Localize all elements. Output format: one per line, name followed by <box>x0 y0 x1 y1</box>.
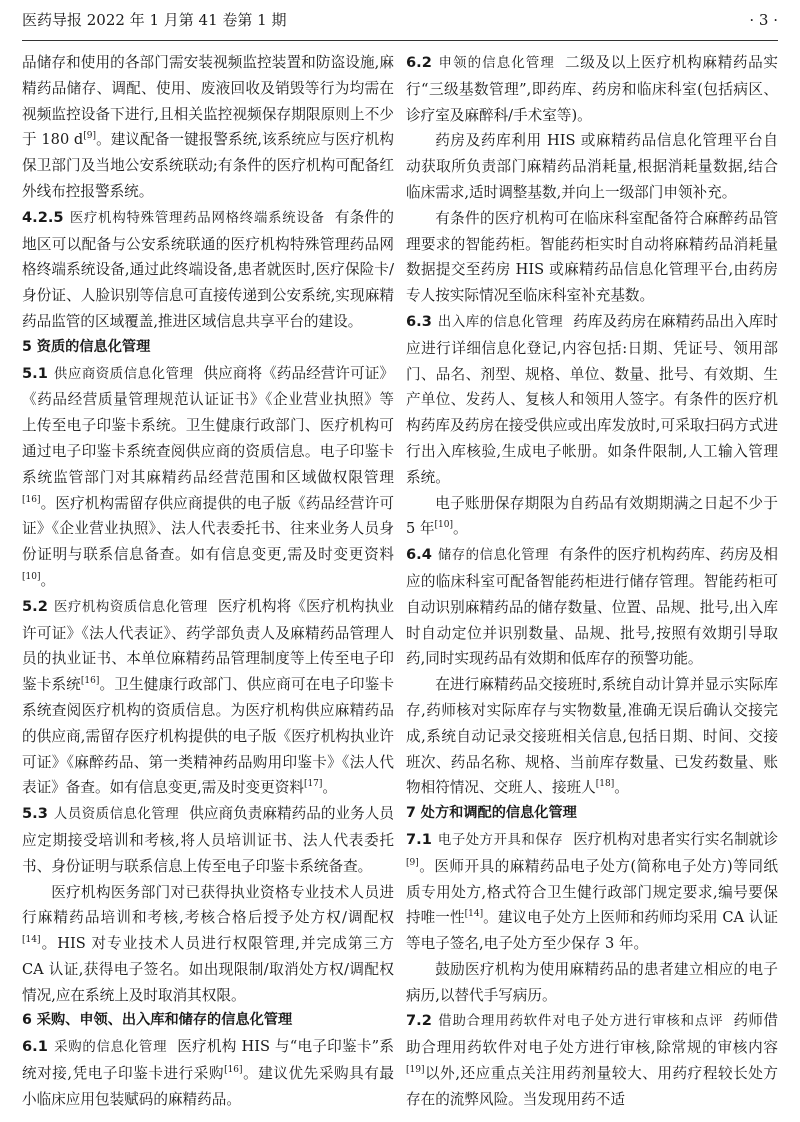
citation-ref: [17] <box>303 779 323 790</box>
paragraph-text: 。HIS 对专业技术人员进行权限管理,并完成第三方 CA 认证,获得电子签名。如出现限制/取消处方权/调配权情况,应在系统上及时取消其权限。 <box>22 935 394 1004</box>
section-heading: 5 资质的信息化管理 <box>22 338 151 355</box>
page-number: · 3 · <box>749 11 778 29</box>
citation-ref: [16] <box>22 494 41 505</box>
subsection-paragraph <box>22 1034 394 1112</box>
paragraph-text: 药库及药房在麻精药品出入库时应进行详细信息化登记,内容包括:日期、凭证号、领用部门、品名、剂型、规格、单位、数量、批号、有效期、生产单位、发药人、复核人和领用人签字。有条件的医疗机构药库及药房在接受供应或出库发放时,可采取扫码方式进行出入库核验,生成电子帐册。如条件限制,人工输入管理系统。 <box>406 312 778 486</box>
paragraph-text: 品储存和使用的各部门需安装视频监控装置和防盗设施,麻精药品储存、调配、使用、废液回收及销毁等行为均需在视频监控设备下进行,且相关监控视频保存期限原则上不少于 180 d <box>22 54 394 149</box>
paragraph-text: 供应商负责麻精药品的业务人员应定期接受培训和考核,将人员培训证书、法人代表委托书、身份证明与联系信息上传至电子印鉴卡系统备查。 <box>22 805 394 875</box>
subsection-number: 4.2.5 <box>22 208 64 226</box>
subsection-title: 申领的信息化管理 <box>437 56 555 71</box>
paragraph-text: 药房及药库利用 HIS 或麻精药品信息化管理平台自动获取所负责部门麻精药品消耗量,根据消耗量数据,结合临床需求,适时调整基数,并向上一级部门申领补充。 <box>406 132 778 201</box>
paragraph-text: 二级及以上医疗机构麻精药品实行“三级基数管理”,即药库、药房和临床科室(包括病区、诊疗室及麻醉科/手术室等)。 <box>406 54 778 124</box>
body-paragraph <box>406 128 778 205</box>
subsection-title: 供应商资质信息化管理 <box>53 366 194 382</box>
paragraph-text: 。建议电子处方上医师和药师均采用 CA 认证等电子签名,电子处方至少保存 3 年。 <box>406 909 778 953</box>
citation-ref: [10] <box>22 572 41 583</box>
body-paragraph <box>406 957 778 1009</box>
paragraph-text: 医疗机构医务部门对已获得执业资格专业技术人员进行麻精药品培训和考核,考核合格后授予处方权/调配权 <box>22 883 394 927</box>
body-paragraph <box>22 880 394 1009</box>
paragraph-text: 在进行麻精药品交接班时,系统自动计算并显示实际库存,药师核对实际库存与实物数量,准确无误后确认交接完成,系统自动记录交接班相关信息,包括日期、时间、交接班次、药品名称、规格、当前库存数量、已发药数量、账物相符情况、交班人、接班人 <box>406 676 778 797</box>
body-paragraph <box>406 672 778 801</box>
section-heading: 7 处方和调配的信息化管理 <box>406 805 577 822</box>
subsection-paragraph <box>22 205 394 335</box>
subsection-paragraph <box>22 361 394 594</box>
paragraph-text: 有条件的地区可以配备与公安系统联通的医疗机构特殊管理药品网格终端系统设备,通过此终端设备,患者就医时,医疗保险卡/身份证、人脸识别等信息可直接传递到公安系统,实现麻精药品监管的区域覆盖,推进区域信息共享平台的建设。 <box>22 208 394 330</box>
subsection-paragraph <box>406 309 778 491</box>
paragraph-text: 有条件的医疗机构药库、药房及相应的临床科室可配备智能药柜进行储存管理。智能药柜可自动识别麻精药品的储存数量、位置、品规、批号,出入库时自动定位并识别数量、品规、批号,按照有效期引导取药,同时实现药品有效期和低库存的预警功能。 <box>406 546 778 668</box>
subsection-number: 7.2 <box>406 1012 432 1030</box>
paragraph-text: 。 <box>40 571 56 589</box>
subsection-number: 7.1 <box>406 830 432 848</box>
subsection-number: 6.2 <box>406 54 432 71</box>
paragraph-text: 。建议配备一键报警系统,该系统应与医疗机构保卫部门及当地公安系统联动;有条件的医疗机构可配备红外线布控报警系统。 <box>22 131 394 200</box>
paragraph-text: 。医疗机构需留存供应商提供的电子版《药品经营许可证》《企业营业执照》、法人代表委托书、往来业务人员身份证明与联系信息备查。如有信息变更,需及时变更资料 <box>22 494 394 564</box>
journal-issue: 医药导报 2022 年 1 月第 41 卷第 1 期 <box>22 11 287 29</box>
citation-ref: [9] <box>406 857 419 868</box>
paragraph-text: 药师借助合理用药软件对电子处方进行审核,除常规的审核内容 <box>406 1012 778 1057</box>
subsection-number: 6.1 <box>22 1038 48 1056</box>
paragraph-text: 以外,还应重点关注用药剂量较大、用药疗程较长处方存在的流弊风险。当发现用药不适 <box>406 1065 778 1108</box>
section-heading: 6 采购、申领、出入库和储存的信息化管理 <box>22 1012 293 1029</box>
paragraph-text: 。 <box>453 520 468 538</box>
paragraph-text: 医疗机构将《医疗机构执业许可证》《法人代表证》、药学部负责人及麻精药品管理人员的执业证书、本单位麻精药品管理制度等上传至电子印鉴卡系统 <box>22 597 394 694</box>
body-paragraph <box>406 206 778 309</box>
subsection-number: 6.3 <box>406 312 432 330</box>
subsection-number: 6.4 <box>406 546 432 564</box>
paragraph-text: 。建议优先采购具有最小临床应用包装赋码的麻精药品。 <box>22 1065 394 1108</box>
running-header <box>22 0 778 41</box>
subsection-title: 借助合理用药软件对电子处方进行审核和点评 <box>437 1014 724 1030</box>
subsection-number: 5.3 <box>22 805 48 823</box>
paragraph-text: 医疗机构对患者实行实名制就诊 <box>573 830 778 848</box>
right-column <box>406 50 778 1113</box>
subsection-number: 5.1 <box>22 364 48 382</box>
subsection-title: 储存的信息化管理 <box>437 548 550 564</box>
citation-ref: [16] <box>80 676 100 687</box>
citation-ref: [14] <box>464 909 484 920</box>
subsection-paragraph <box>22 594 394 801</box>
citation-ref: [14] <box>22 935 41 946</box>
subsection-paragraph <box>406 1008 778 1112</box>
paragraph-text: 。 <box>322 779 338 797</box>
subsection-title: 采购的信息化管理 <box>53 1040 168 1056</box>
paragraph-text: 。医师开具的麻精药品电子处方(简称电子处方)等同纸质专用处方,格式符合卫生健行政部门规定要求,编号要保持唯一性 <box>406 857 778 927</box>
subsection-number: 5.2 <box>22 597 48 615</box>
citation-ref: [18] <box>595 779 615 790</box>
subsection-paragraph <box>406 827 778 957</box>
subsection-title: 出入库的信息化管理 <box>437 314 564 330</box>
subsection-title: 医疗机构资质信息化管理 <box>53 599 208 615</box>
paragraph-text: 。卫生健康行政部门、供应商可在电子印鉴卡系统查阅医疗机构的资质信息。为医疗机构供应麻精药品的供应商,需留存医疗机构提供的电子版《医疗机构执业许可证》《麻醉药品、第一类精神药品购用印鉴卡》《法人代表证》备查。如有信息变更,需及时变更资料 <box>22 676 394 797</box>
left-column <box>22 50 394 1113</box>
body-paragraph <box>22 50 394 205</box>
paragraph-text: 有条件的医疗机构可在临床科室配备符合麻醉药品管理要求的智能药柜。智能药柜实时自动将麻精药品消耗量数据提交至药房 HIS 或麻精药品信息化管理平台,由药房专人按实际情况至临床科室补充基数。 <box>406 209 778 305</box>
paragraph-text: 鼓励医疗机构为使用麻精药品的患者建立相应的电子病历,以替代手写病历。 <box>406 960 778 1004</box>
body-paragraph <box>406 491 778 543</box>
subsection-paragraph <box>406 542 778 672</box>
paragraph-text: 医疗机构 HIS 与“电子印鉴卡”系统对接,凭电子印鉴卡进行采购 <box>22 1038 394 1083</box>
citation-ref: [19] <box>406 1065 425 1076</box>
citation-ref: [16] <box>224 1065 243 1076</box>
subsection-title: 电子处方开具和保存 <box>437 832 564 848</box>
subsection-title: 医疗机构特殊管理药品网格终端系统设备 <box>69 210 325 226</box>
subsection-paragraph <box>406 50 778 128</box>
citation-ref: [9] <box>83 131 97 142</box>
subsection-title: 人员资质信息化管理 <box>53 807 180 823</box>
paragraph-text: 电子账册保存期限为自药品有效期期满之日起不少于 5 年 <box>406 494 778 538</box>
citation-ref: [10] <box>434 520 454 531</box>
subsection-paragraph <box>22 801 394 879</box>
paragraph-text: 。 <box>614 779 629 797</box>
paragraph-text: 供应商将《药品经营许可证》《药品经营质量管理规范认证证书》《企业营业执照》等上传至电子印鉴卡系统。卫生健康行政部门、医疗机构可通过电子印鉴卡系统查阅供应商的资质信息。电子印鉴卡系统监管部门对其麻精药品经营范围和区域做权限管理 <box>22 364 394 486</box>
